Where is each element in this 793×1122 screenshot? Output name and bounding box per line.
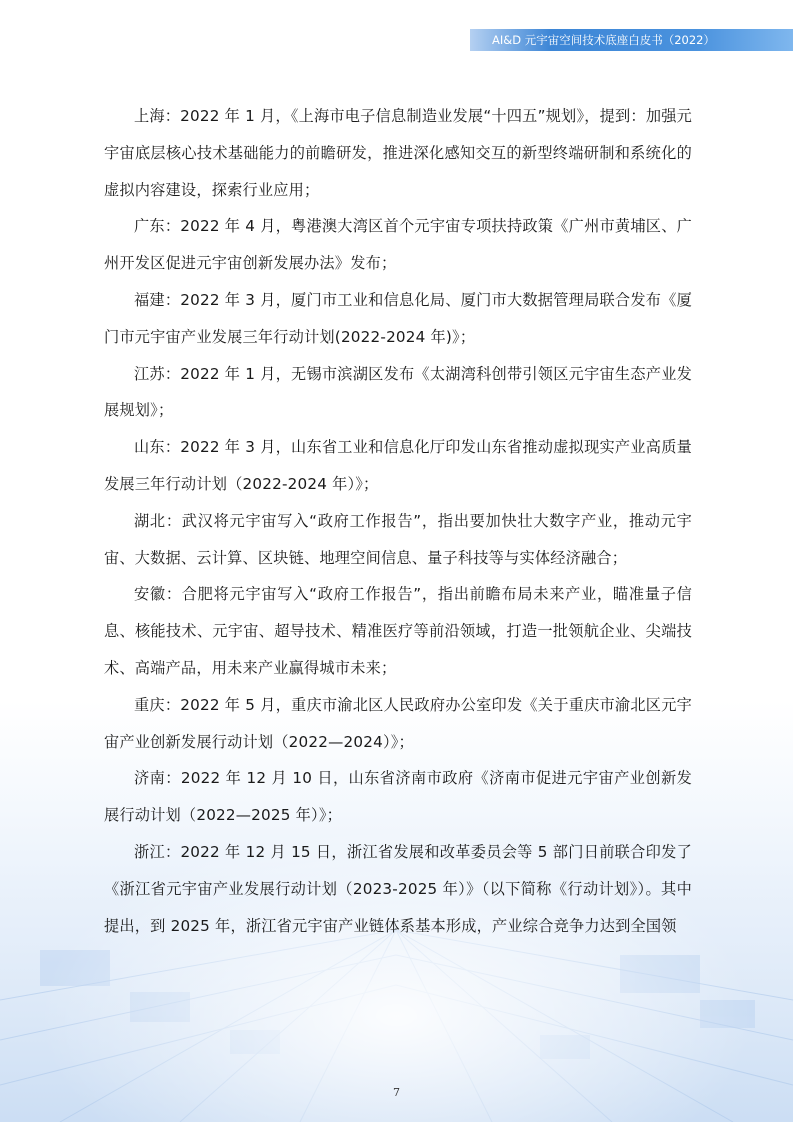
paragraph-zhejiang: 浙江：2022 年 12 月 15 日，浙江省发展和改革委员会等 5 部门日前联合印发了《浙江省元宇宙产业发展行动计划（2023-2025 年）》（以下简称《行动计划》）。其中提出，到 2025 年，浙江省元宇宙产业链体系基本形成，产业综合竞争力达到全国领 — [104, 842, 692, 935]
paragraph-jiangsu: 江苏：2022 年 1 月，无锡市滨湖区发布《太湖湾科创带引领区元宇宙生态产业发展规划》； — [104, 364, 692, 420]
paragraph-anhui: 安徽：合肥将元宇宙写入“政府工作报告”，指出前瞻布局未来产业，瞄准量子信息、核能技术、元宇宙、超导技术、精准医疗等前沿领域，打造一批领航企业、尖端技术、高端产品，用未来产业赢得城市未来； — [104, 585, 692, 677]
document-body — [104, 98, 692, 944]
paragraph-jinan: 济南：2022 年 12 月 10 日，山东省济南市政府《济南市促进元宇宙产业创新发展行动计划（2022—2025 年）》； — [104, 769, 692, 825]
paragraph-fujian: 福建：2022 年 3 月，厦门市工业和信息化局、厦门市大数据管理局联合发布《厦门市元宇宙产业发展三年行动计划(2022-2024 年)》； — [104, 290, 692, 346]
paragraph-shandong: 山东：2022 年 3 月，山东省工业和信息化厅印发山东省推动虚拟现实产业高质量发展三年行动计划（2022-2024 年）》； — [104, 438, 692, 493]
page-number: 7 — [393, 1086, 400, 1099]
paragraph-hubei: 湖北：武汉将元宇宙写入“政府工作报告”，指出要加快壮大数字产业，推动元宇宙、大数据、云计算、区块链、地理空间信息、量子科技等与实体经济融合； — [104, 511, 692, 567]
paragraph-guangdong: 广东：2022 年 4 月，粤港澳大湾区首个元宇宙专项扶持政策《广州市黄埔区、广州开发区促进元宇宙创新发展办法》发布； — [104, 217, 692, 273]
paragraph-chongqing: 重庆：2022 年 5 月，重庆市渝北区人民政府办公室印发《关于重庆市渝北区元宇宙产业创新发展行动计划（2022—2024）》； — [104, 695, 692, 751]
header-title: AI&D 元宇宙空间技术底座白皮书（2022） — [492, 33, 716, 47]
paragraph-shanghai: 上海：2022 年 1 月，《上海市电子信息制造业发展“十四五”规划》，提到：加强元宇宙底层核心技术基础能力的前瞻研发，推进深化感知交互的新型终端研制和系统化的虚拟内容建设，探索行业应用； — [104, 107, 692, 199]
